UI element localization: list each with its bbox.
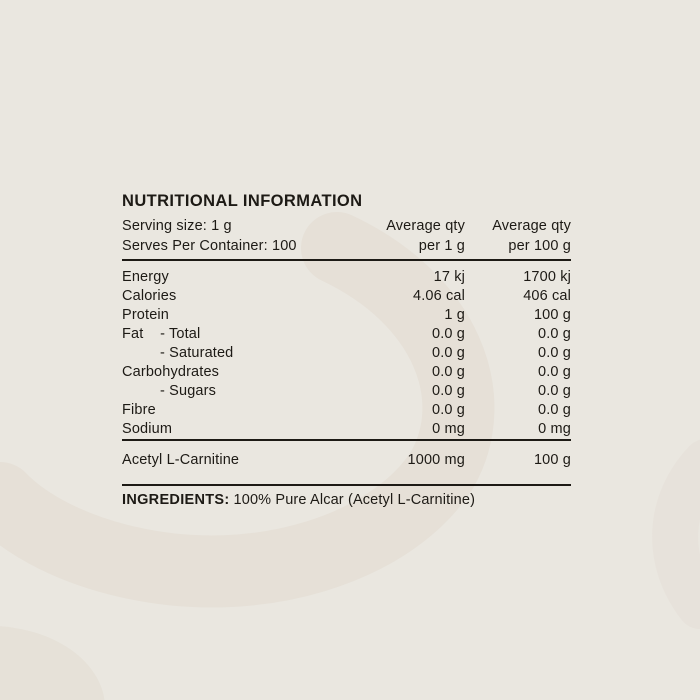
- per-100g-value: 1700 kj: [523, 269, 571, 285]
- per-100g-value: 0.0 g: [538, 364, 571, 380]
- per-serving-value: 0 mg: [432, 421, 465, 437]
- per-serving-value: 0.0 g: [432, 326, 465, 342]
- col-per-100g-header-line2: per 100 g: [508, 238, 571, 254]
- per-serving-value: 0.0 g: [432, 364, 465, 380]
- per-100g-value: 100 g: [533, 452, 571, 468]
- nutrient-row-fibre: [122, 401, 571, 420]
- nutrient-row-fat-total: [122, 325, 571, 344]
- nutrient-label: Fat - Total: [122, 326, 201, 342]
- swirl-corner-blob: [0, 626, 105, 700]
- nutrient-row-protein: [122, 306, 571, 325]
- per-100g-value: 0 mg: [538, 421, 571, 437]
- nutrient-label: Calories: [122, 288, 177, 304]
- nutrient-label: Protein: [122, 307, 169, 323]
- per-serving-value: 0.0 g: [432, 402, 465, 418]
- nutrient-label: - Sugars: [160, 383, 216, 399]
- header-row-2: [122, 236, 571, 256]
- nutrient-row-fat-saturated: [122, 344, 571, 363]
- serving-size: Serving size: 1 g: [122, 218, 232, 234]
- per-100g-value: 0.0 g: [538, 383, 571, 399]
- ingredients-label: INGREDIENTS:: [122, 492, 230, 508]
- panel-header: [122, 216, 571, 256]
- col-per-serving-header-line2: per 1 g: [418, 238, 465, 254]
- per-serving-value: 0.0 g: [432, 383, 465, 399]
- ingredients-text: 100% Pure Alcar (Acetyl L-Carnitine): [233, 492, 476, 508]
- nutrient-label: - Saturated: [160, 345, 234, 361]
- per-serving-value: 4.06 cal: [413, 288, 465, 304]
- per-100g-value: 0.0 g: [538, 402, 571, 418]
- nutrient-rows: [122, 261, 571, 439]
- header-row-1: [122, 216, 571, 236]
- nutrient-label: Energy: [122, 269, 169, 285]
- per-serving-value: 1 g: [444, 307, 465, 323]
- nutrient-row-sugars: [122, 382, 571, 401]
- per-serving-value: 17 kj: [433, 269, 465, 285]
- active-ingredient-label: Acetyl L-Carnitine: [122, 452, 240, 468]
- nutrient-row-sodium: [122, 420, 571, 439]
- per-serving-value: 1000 mg: [407, 452, 465, 468]
- per-100g-value: 0.0 g: [538, 345, 571, 361]
- nutrient-row-calories: [122, 287, 571, 306]
- active-ingredient-row: [122, 441, 571, 484]
- panel-title: NUTRITIONAL INFORMATION: [122, 192, 363, 210]
- nutrient-label: Carbohydrates: [122, 364, 220, 380]
- per-100g-value: 406 cal: [523, 288, 571, 304]
- nutrition-panel: [122, 193, 571, 509]
- divider-bottom: [122, 484, 571, 486]
- col-per-serving-header-line1: Average qty: [386, 218, 465, 234]
- per-100g-value: 100 g: [533, 307, 571, 323]
- per-serving-value: 0.0 g: [432, 345, 465, 361]
- serves-per-container: Serves Per Container: 100: [122, 238, 297, 254]
- per-100g-value: 0.0 g: [538, 326, 571, 342]
- nutrient-label: Fibre: [122, 402, 156, 418]
- col-per-100g-header-line1: Average qty: [492, 218, 571, 234]
- nutrient-row-energy: [122, 268, 571, 287]
- ingredients-line: [122, 491, 571, 509]
- nutrient-row-carbohydrates: [122, 363, 571, 382]
- nutrient-label: Sodium: [122, 421, 173, 437]
- swirl-right-edge-arc: [675, 462, 700, 606]
